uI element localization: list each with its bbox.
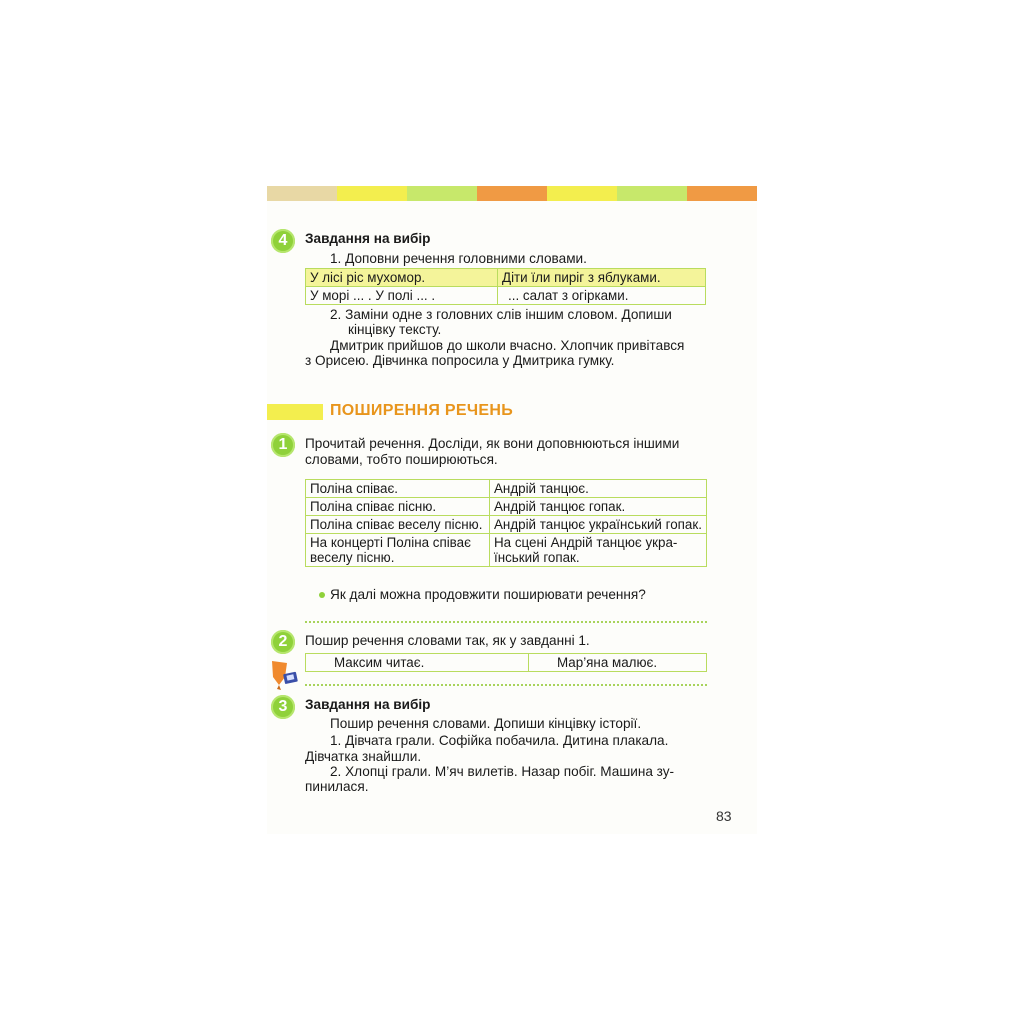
table-cell: Поліна співає веселу пісню. [306,516,490,534]
task-number-badge [271,695,295,719]
stripe-segment [547,186,617,201]
task-text: Пошир речення словами. Допиши кінцівку історії. [330,716,642,731]
task-number: 4 [278,232,288,249]
task-number: 2 [278,633,288,650]
paragraph: з Орисею. Дівчинка попросила у Дмитрика гумку. [305,353,615,368]
table-cell: Максим читає. [306,654,529,672]
stripe-segment [407,186,477,201]
task-text: Пошир речення словами так, як у завданні 1. [305,633,590,648]
task-item: 2. Хлопці грали. М’яч вилетів. Назар побіг. Машина зу- [330,764,675,779]
table-cell: На сцені Андрій танцює укра-їнський гопак. [490,534,707,567]
pencil-mascot-icon [269,659,299,691]
task-number-badge [271,229,295,253]
table-cell: Поліна співає. [306,480,490,498]
table-cell: Андрій танцює український гопак. [490,516,707,534]
task-item: 2. Заміни одне з головних слів іншим словом. Допиши [330,307,672,322]
table-cell: Діти їли пиріг з яблуками. [498,269,706,287]
table-cell: Поліна співає пісню. [306,498,490,516]
page-number: 83 [716,808,732,824]
table-cell: ... салат з огірками. [498,287,706,305]
table-cell: У морі ... . У полі ... . [306,287,498,305]
task-item: Дівчатка знайшли. [305,749,422,764]
task-text: словами, тобто поширюються. [305,452,498,467]
table-cell: На концерті Поліна співає веселу пісню. [306,534,490,567]
task-item: кінцівку тексту. [348,322,442,337]
task-text: Прочитай речення. Досліди, як вони доповнюються іншими [305,436,680,451]
task-title: Завдання на вибір [305,231,431,246]
stripe-segment [337,186,407,201]
task-item: 1. Доповни речення головними словами. [330,251,587,266]
bullet-point [319,592,325,598]
task-number: 1 [278,436,288,453]
table-cell: Андрій танцює. [490,480,707,498]
stripe-segment [687,186,757,201]
stripe-segment [477,186,547,201]
section-title: ПОШИРЕННЯ РЕЧЕНЬ [330,402,514,419]
table-cell: Мар’яна малює. [529,654,707,672]
task2-table [305,653,707,672]
task-item: 1. Дівчата грали. Софійка побачила. Дитина плакала. [330,733,669,748]
task1-table [305,479,707,567]
dotted-divider [305,684,707,686]
task-title: Завдання на вибір [305,697,431,712]
task4-table [305,268,706,305]
paragraph: Дмитрик прийшов до школи вчасно. Хлопчик привітався [330,338,685,353]
task-number-badge [271,630,295,654]
dotted-divider [305,621,707,623]
table-cell: У лісі ріс мухомор. [306,269,498,287]
section-header-bar [267,404,323,420]
stripe-segment [267,186,337,201]
color-stripe [267,186,757,201]
stripe-segment [617,186,687,201]
question-text: Як далі можна продовжити поширювати речення? [330,587,646,602]
task-number-badge [271,433,295,457]
task-number: 3 [278,698,288,715]
table-cell: Андрій танцює гопак. [490,498,707,516]
task-item: пинилася. [305,779,369,794]
